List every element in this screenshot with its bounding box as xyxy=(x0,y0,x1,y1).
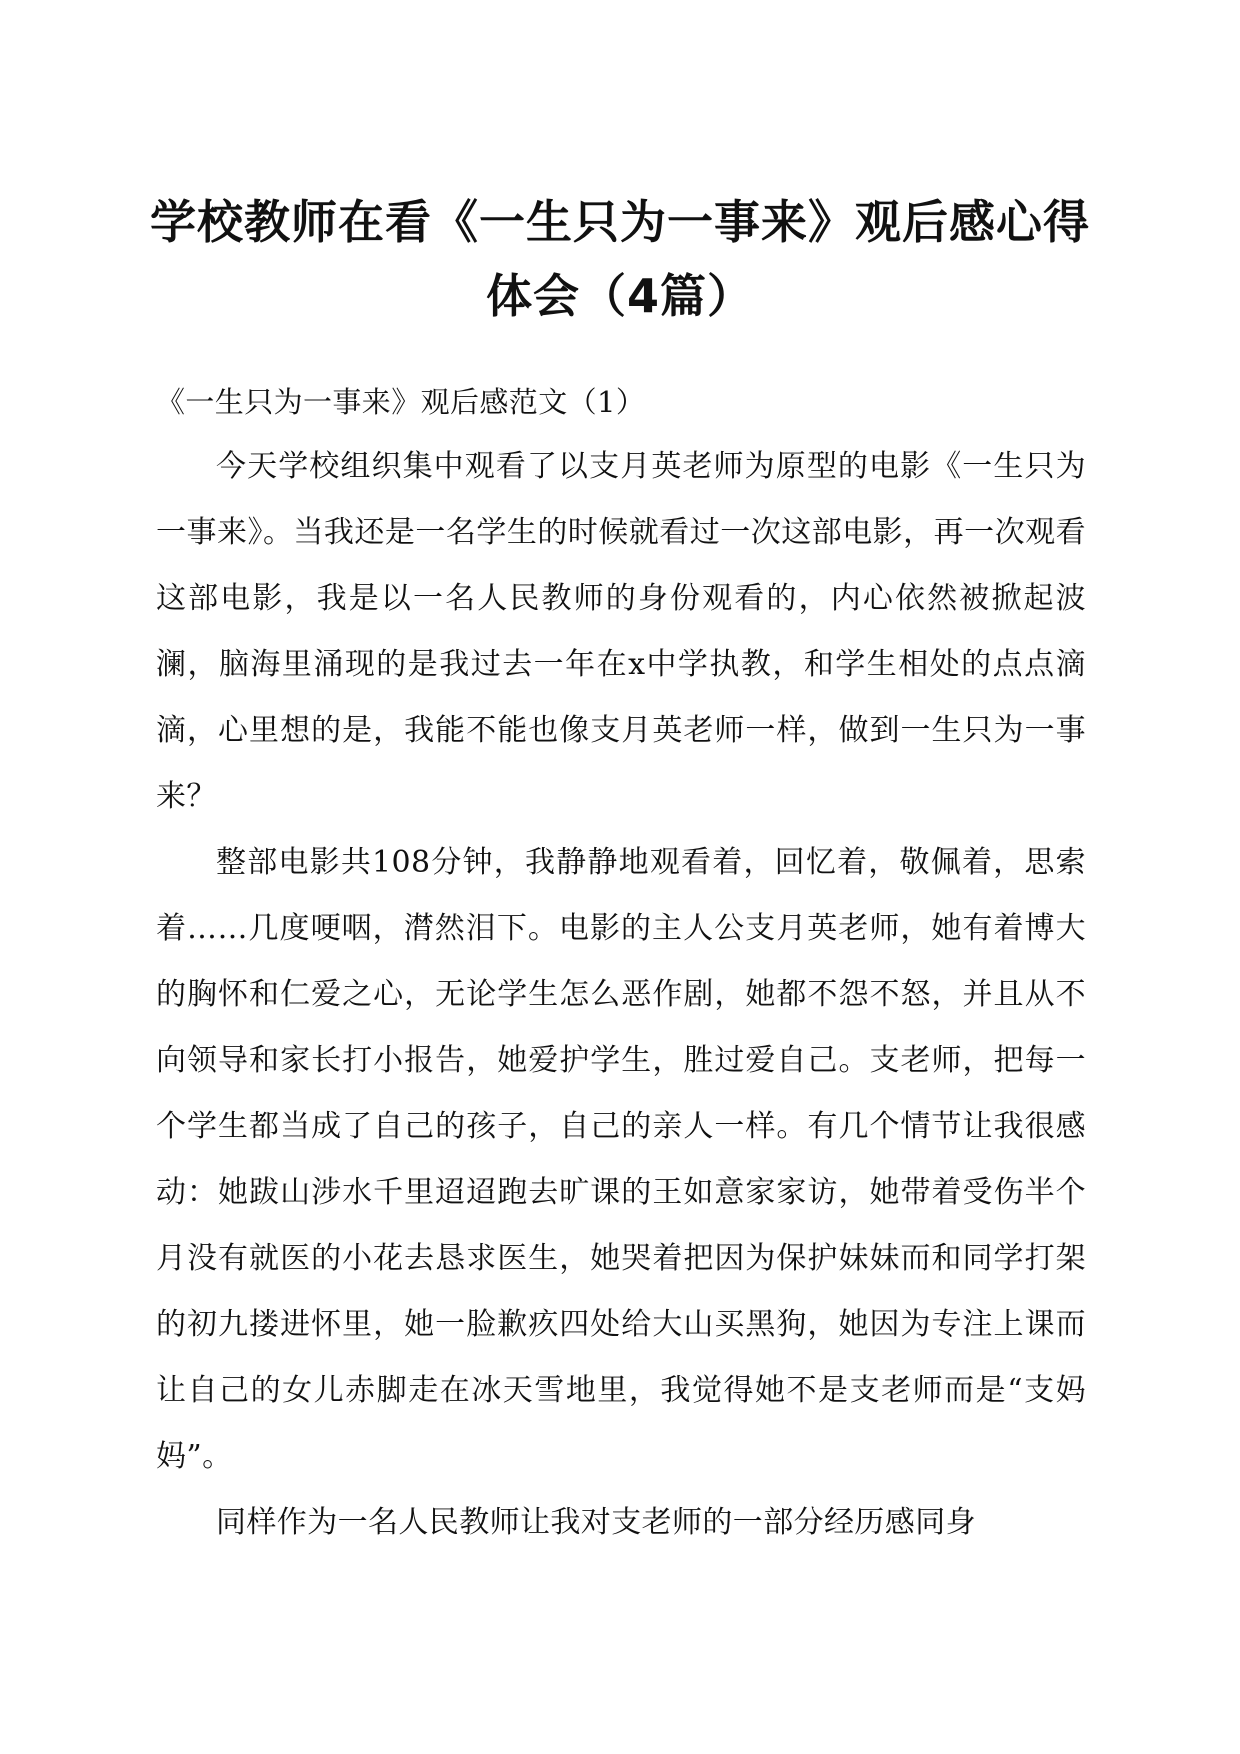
document-body xyxy=(156,382,1086,1556)
section-heading: 《一生只为一事来》观后感范文（1） xyxy=(156,385,646,419)
title-line-1: 学校教师在看《一生只为一事来》观后感心得 xyxy=(150,195,1090,249)
paragraph-3: 同样作为一名人民教师让我对支老师的一部分经历感同身 xyxy=(216,1505,976,1540)
title-line-2: 体会（4篇） xyxy=(485,269,754,323)
paragraph-2: 整部电影共108分钟，我静静地观看着，回忆着，敬佩着，思索着……几度哽咽，潸然泪下。电影的主人公支月英老师，她有着博大的胸怀和仁爱之心，无论学生怎么恶作剧，她都不怨不怒，并且从不向领导和家长打小报告，她爱护学生，胜过爱自己。支老师，把每一个学生都当成了自己的孩子，自己的亲人一样。有几个情节让我很感动：她跋山涉水千里迢迢跑去旷课的王如意家家访，她带着受伤半个月没有就医的小花去恳求医生，她哭着把因为保护妹妹而和同学打架的初九搂进怀里，她一脸歉疚四处给大山买黑狗，她因为专注上课而让自己的女儿赤脚走在冰天雪地里，我觉得她不是支老师而是“支妈妈”。 xyxy=(156,845,1086,1474)
document-title xyxy=(120,185,1120,333)
paragraph-1: 今天学校组织集中观看了以支月英老师为原型的电影《一生只为一事来》。当我还是一名学生的时候就看过一次这部电影，再一次观看这部电影，我是以一名人民教师的身份观看的，内心依然被掀起波澜，脑海里涌现的是我过去一年在x中学执教，和学生相处的点点滴滴，心里想的是，我能不能也像支月英老师一样，做到一生只为一事来？ xyxy=(156,449,1086,814)
